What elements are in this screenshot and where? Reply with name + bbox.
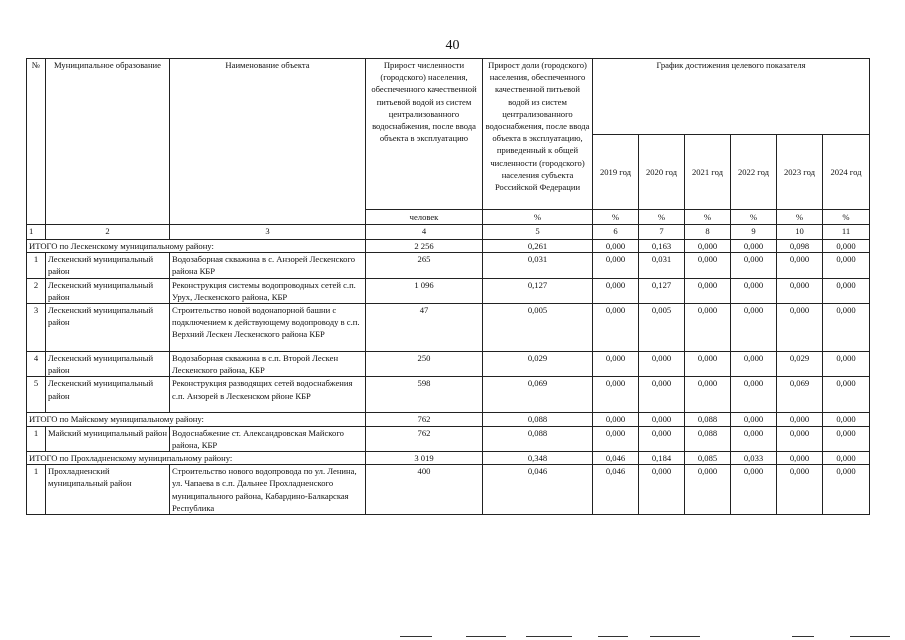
unit-percent: % [685,210,731,225]
column-index: 9 [731,225,777,240]
column-index: 11 [823,225,870,240]
district-total-row [27,413,870,426]
unit-percent: % [731,210,777,225]
row-share-growth: 0,069 [483,377,593,413]
row-pop-growth: 265 [366,253,483,278]
row-year-value: 0,000 [777,304,823,352]
column-index: 5 [483,225,593,240]
target-indicator-table [26,58,870,515]
row-year-value: 0,000 [777,426,823,451]
header-year: 2020 год [639,134,685,210]
row-year-value: 0,000 [731,240,777,253]
row-year-value: 0,085 [685,452,731,465]
row-number: 4 [27,352,46,377]
table-row [27,278,870,303]
row-number: 1 [27,253,46,278]
table-row [27,304,870,352]
row-year-value: 0,163 [639,240,685,253]
row-year-value: 0,046 [593,465,639,515]
header-num: № [27,59,46,225]
header-year: 2024 год [823,134,870,210]
district-total-row [27,452,870,465]
column-index: 10 [777,225,823,240]
row-year-value: 0,000 [823,240,870,253]
page-number: 40 [445,38,460,53]
row-year-value: 0,000 [777,253,823,278]
unit-percent: % [483,210,593,225]
total-label: ИТОГО по Прохладненскому муниципальному району: [27,452,366,465]
column-index: 4 [366,225,483,240]
row-year-value: 0,000 [731,465,777,515]
total-share-growth: 0,348 [483,452,593,465]
row-year-value: 0,000 [823,465,870,515]
column-index: 8 [685,225,731,240]
unit-percent: % [777,210,823,225]
row-number: 1 [27,465,46,515]
row-year-value: 0,000 [593,426,639,451]
table-body [27,240,870,515]
row-year-value: 0,000 [593,253,639,278]
row-year-value: 0,000 [685,465,731,515]
total-pop-growth: 762 [366,413,483,426]
row-year-value: 0,000 [731,304,777,352]
unit-people: человек [366,210,483,225]
row-year-value: 0,000 [639,426,685,451]
row-year-value: 0,000 [777,465,823,515]
row-object: Реконструкция системы водопроводных сетей с.п. Урух, Лескенского района, КБР [170,278,366,303]
row-share-growth: 0,005 [483,304,593,352]
row-year-value: 0,000 [731,253,777,278]
row-year-value: 0,000 [777,413,823,426]
row-year-value: 0,000 [639,377,685,413]
row-year-value: 0,000 [593,240,639,253]
row-year-value: 0,000 [823,413,870,426]
row-year-value: 0,000 [731,413,777,426]
header-object: Наименование объекта [170,59,366,225]
row-year-value: 0,000 [639,413,685,426]
row-year-value: 0,000 [685,304,731,352]
header-row-indices [27,225,870,240]
table-row [27,465,870,515]
row-object: Водозаборная скважина в с. Анзорей Лескенского района КБР [170,253,366,278]
table-row [27,352,870,377]
total-share-growth: 0,261 [483,240,593,253]
row-year-value: 0,033 [731,452,777,465]
row-year-value: 0,088 [685,413,731,426]
row-year-value: 0,098 [777,240,823,253]
header-municipality: Муниципальное образование [46,59,170,225]
header-year: 2023 год [777,134,823,210]
header-share-growth: Прирост доли (городского) населения, обеспеченного качественной питьевой водой из систем централизованного водоснабжения, после ввода объекта в эксплуатацию, приведенный к общей численности (городского) населения субъекта Российской Федерации [483,59,593,210]
row-municipality: Лескенский муниципальный район [46,304,170,352]
row-year-value: 0,000 [639,352,685,377]
row-year-value: 0,031 [639,253,685,278]
row-year-value: 0,000 [731,278,777,303]
row-year-value: 0,000 [685,352,731,377]
column-index: 3 [170,225,366,240]
row-year-value: 0,000 [777,278,823,303]
row-year-value: 0,000 [639,465,685,515]
row-year-value: 0,069 [777,377,823,413]
row-object: Водоснабжение ст. Александровская Майского района, КБР [170,426,366,451]
table-row [27,253,870,278]
row-municipality: Майский муниципальный район [46,426,170,451]
row-year-value: 0,000 [823,426,870,451]
header-schedule: График достижения целевого показателя [593,59,870,135]
total-share-growth: 0,088 [483,413,593,426]
column-index: 2 [46,225,170,240]
row-year-value: 0,000 [593,377,639,413]
row-pop-growth: 400 [366,465,483,515]
row-share-growth: 0,127 [483,278,593,303]
footer-scan-lines [0,634,905,640]
row-pop-growth: 250 [366,352,483,377]
total-pop-growth: 2 256 [366,240,483,253]
row-pop-growth: 598 [366,377,483,413]
row-municipality: Лескенский муниципальный район [46,352,170,377]
row-municipality: Лескенский муниципальный район [46,253,170,278]
header-year: 2019 год [593,134,639,210]
row-number: 3 [27,304,46,352]
row-year-value: 0,000 [685,240,731,253]
row-object: Строительство новой водонапорной башни с подключением к действующему водопроводу в с.п. Верхний Лескен Лескенского района КБР [170,304,366,352]
row-year-value: 0,000 [593,413,639,426]
total-label: ИТОГО по Лескенскому муниципальному району: [27,240,366,253]
row-share-growth: 0,088 [483,426,593,451]
row-year-value: 0,000 [823,377,870,413]
district-total-row [27,240,870,253]
row-year-value: 0,184 [639,452,685,465]
row-number: 2 [27,278,46,303]
unit-percent: % [639,210,685,225]
row-year-value: 0,000 [777,452,823,465]
table-row [27,377,870,413]
row-year-value: 0,000 [823,304,870,352]
header-year: 2022 год [731,134,777,210]
total-pop-growth: 3 019 [366,452,483,465]
row-object: Строительство нового водопровода по ул. Ленина, ул. Чапаева в с.п. Дальнее Прохладненского муниципального района, Кабардино-Балкарская Республика [170,465,366,515]
row-year-value: 0,088 [685,426,731,451]
unit-percent: % [593,210,639,225]
row-year-value: 0,000 [731,352,777,377]
row-year-value: 0,000 [593,352,639,377]
unit-percent: % [823,210,870,225]
row-year-value: 0,000 [731,377,777,413]
row-pop-growth: 47 [366,304,483,352]
row-year-value: 0,029 [777,352,823,377]
row-year-value: 0,127 [639,278,685,303]
row-year-value: 0,000 [731,426,777,451]
row-number: 1 [27,426,46,451]
row-municipality: Прохладненский муниципальный район [46,465,170,515]
row-municipality: Лескенский муниципальный район [46,278,170,303]
row-pop-growth: 1 096 [366,278,483,303]
row-pop-growth: 762 [366,426,483,451]
row-share-growth: 0,029 [483,352,593,377]
row-object: Реконструкция разводящих сетей водоснабжения с.п. Анзорей в Лескенском рйоне КБР [170,377,366,413]
row-share-growth: 0,046 [483,465,593,515]
row-year-value: 0,000 [823,452,870,465]
table-row [27,426,870,451]
header-pop-growth: Прирост численности (городского) населения, обеспеченного качественной питьевой водой из систем централизованного водоснабжения, после ввода объекта в эксплуатацию [366,59,483,210]
row-year-value: 0,005 [639,304,685,352]
row-year-value: 0,000 [823,253,870,278]
column-index: 7 [639,225,685,240]
row-year-value: 0,046 [593,452,639,465]
row-number: 5 [27,377,46,413]
header-year: 2021 год [685,134,731,210]
column-index: 6 [593,225,639,240]
row-year-value: 0,000 [593,278,639,303]
row-year-value: 0,000 [823,278,870,303]
header-row-main [27,59,870,135]
column-index: 1 [27,225,46,240]
row-share-growth: 0,031 [483,253,593,278]
row-year-value: 0,000 [593,304,639,352]
total-label: ИТОГО по Майскому муниципальному району: [27,413,366,426]
row-object: Водозаборная скважина в с.п. Второй Лескен Лескенского района, КБР [170,352,366,377]
row-year-value: 0,000 [685,278,731,303]
row-municipality: Лескенский муниципальный район [46,377,170,413]
row-year-value: 0,000 [823,352,870,377]
row-year-value: 0,000 [685,377,731,413]
row-year-value: 0,000 [685,253,731,278]
